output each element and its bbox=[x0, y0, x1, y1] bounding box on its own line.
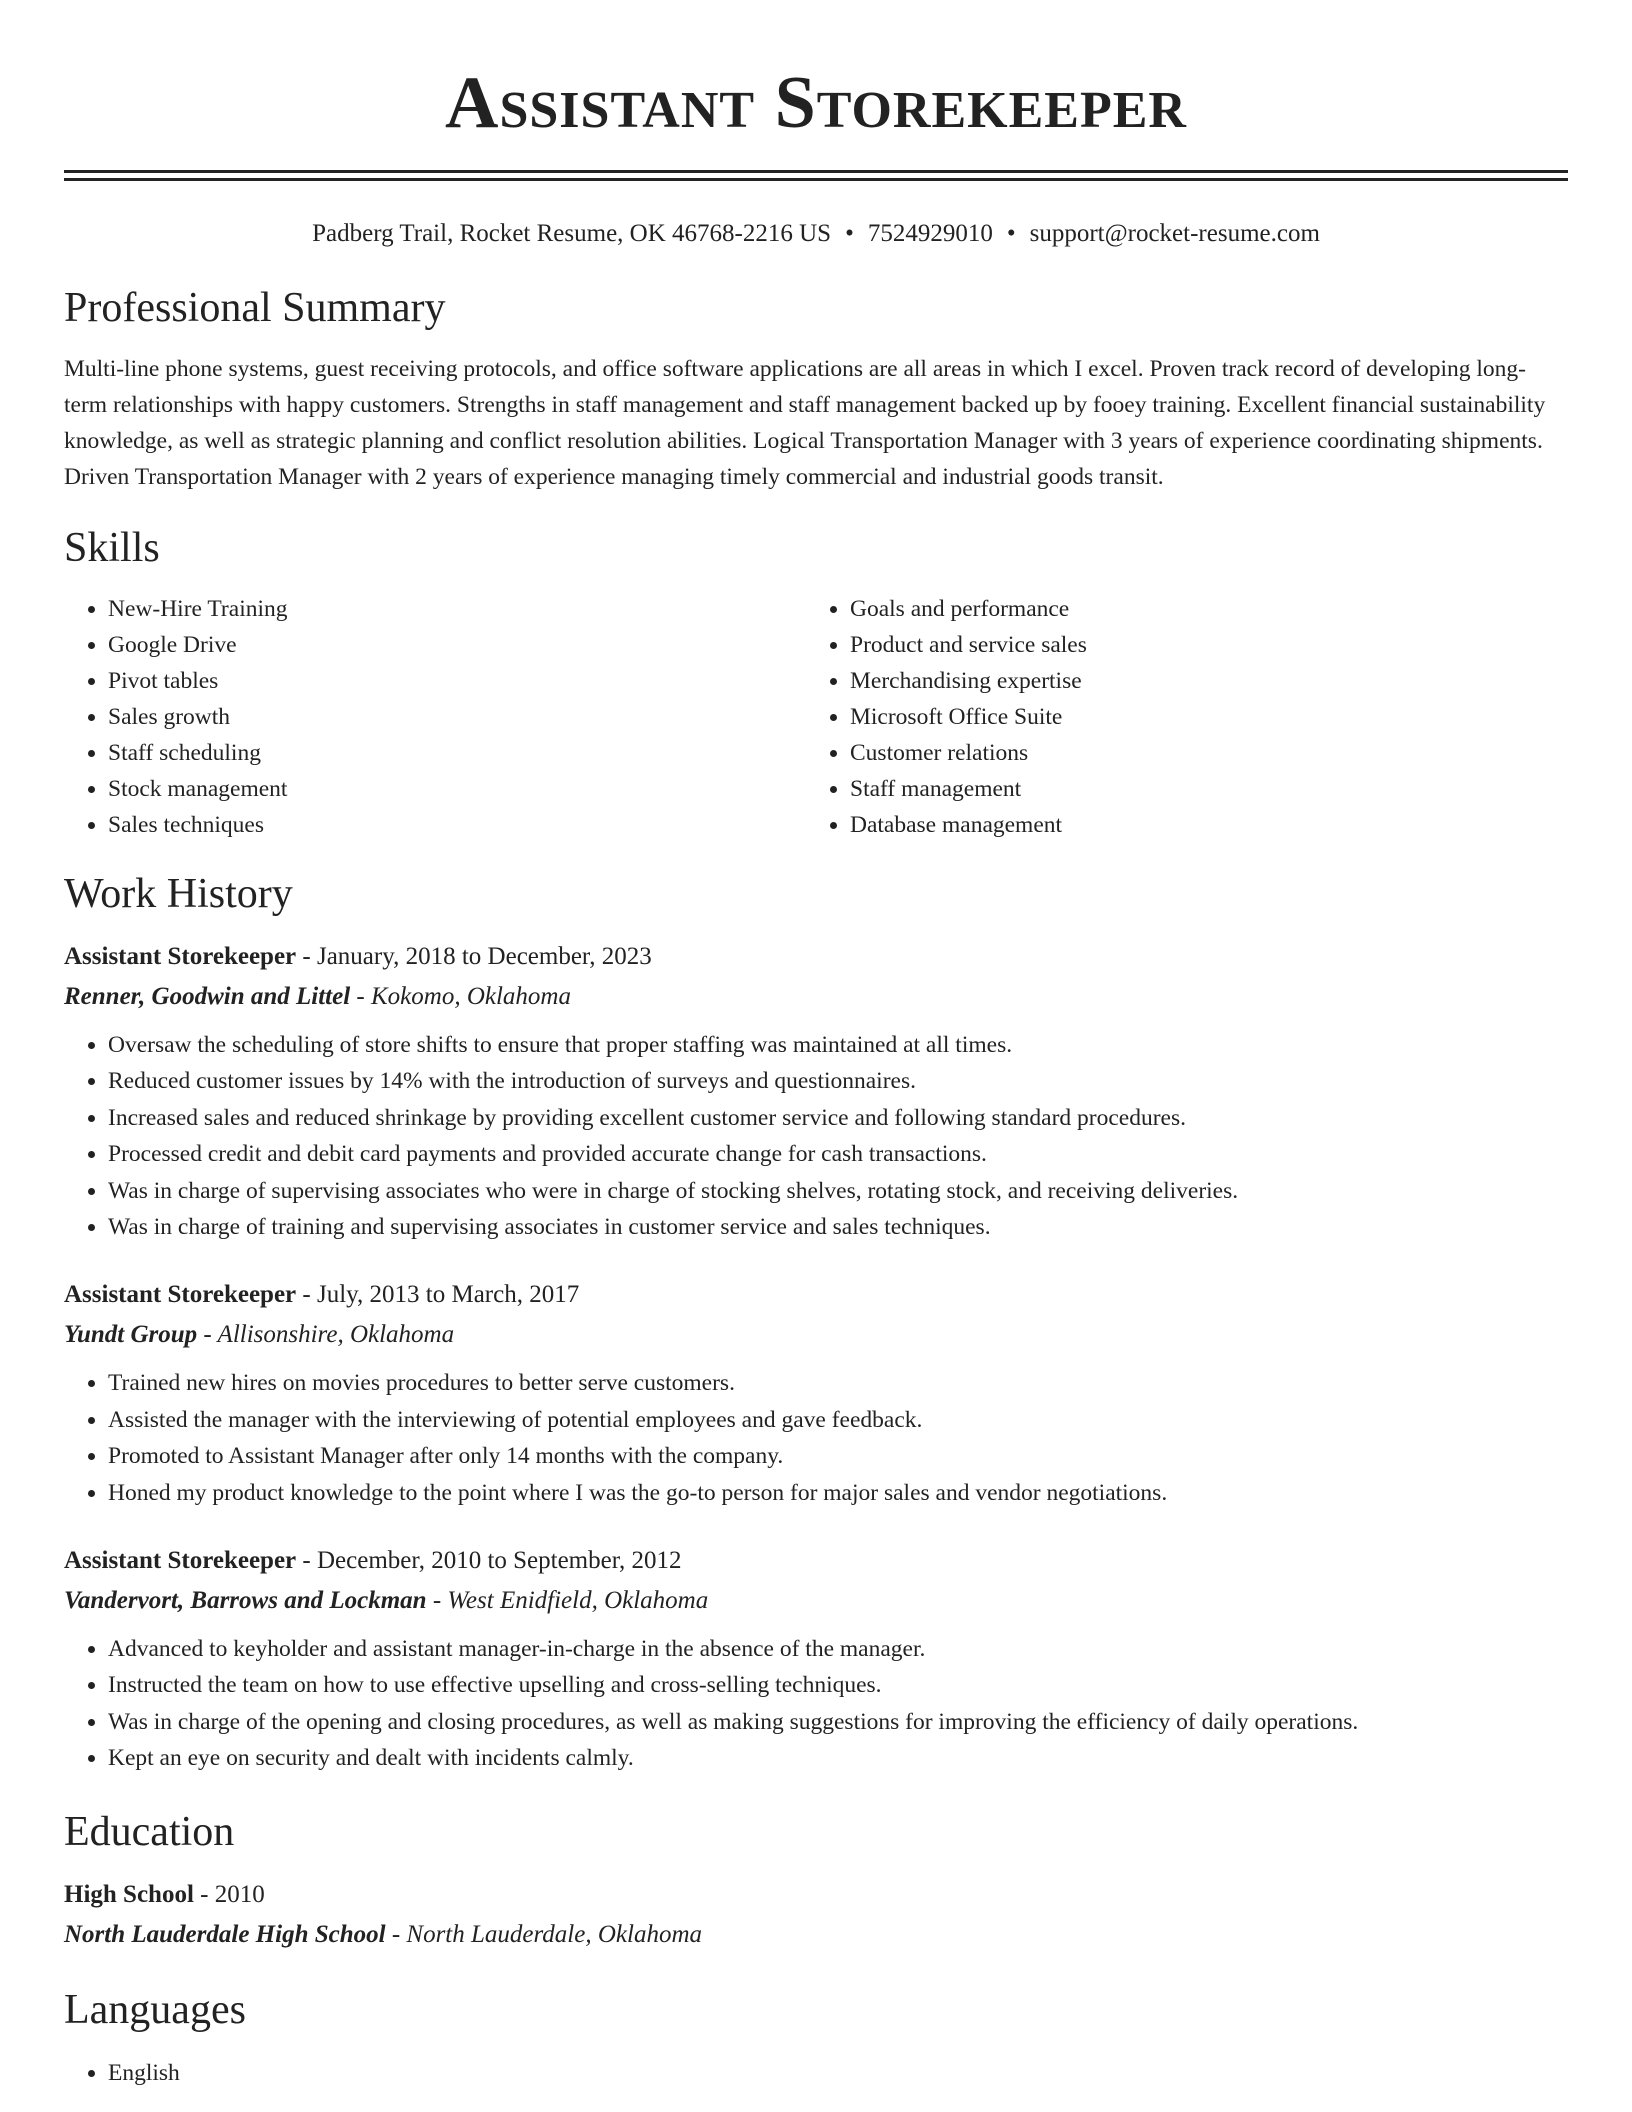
skills-list-left bbox=[64, 591, 806, 843]
contact-separator: • bbox=[845, 220, 854, 247]
job-header bbox=[64, 937, 1568, 977]
skill-item: • New-Hire Training bbox=[108, 591, 806, 627]
summary-text: Multi-line phone systems, guest receiving protocols, and office software applications are all areas in which I excel. Proven track record of developing long-term relationships with happy customers. Strengths in staff management and staff management backed up by fooey training. Excellent financial sustainability knowledge, as well as strategic planning and conflict resolution abilities. Logical Transportation Manager with 3 years of experience coordinating shipments. Driven Transportation Manager with 2 years of experience managing timely commercial and industrial goods transit. bbox=[64, 356, 1546, 490]
candidate-name: Assistant Storekeeper bbox=[445, 62, 1187, 144]
job-bullet: • Oversaw the scheduling of store shifts to ensure that proper staffing was maintained at all times. bbox=[108, 1027, 1568, 1063]
job-company: Renner, Goodwin and Littel bbox=[64, 983, 351, 1010]
job-bullet: • Increased sales and reduced shrinkage by providing excellent customer service and following standard procedures. bbox=[108, 1100, 1568, 1136]
job-bullet: • Instructed the team on how to use effective upselling and cross-selling techniques. bbox=[108, 1667, 1568, 1703]
header-double-rule bbox=[64, 170, 1568, 181]
job-dates: - July, 2013 to March, 2017 bbox=[296, 1281, 580, 1309]
education-location: - North Lauderdale, Oklahoma bbox=[385, 1920, 702, 1948]
job-employer bbox=[64, 1581, 1568, 1621]
skill-item: • Google Drive bbox=[108, 627, 806, 663]
skill-item: • Merchandising expertise bbox=[850, 663, 1548, 699]
skills-columns bbox=[64, 591, 1568, 843]
job-bullet: • Promoted to Assistant Manager after only 14 months with the company. bbox=[108, 1438, 1568, 1474]
job-bullet: • Was in charge of supervising associates who were in charge of stocking shelves, rotating stock, and receiving deliveries. bbox=[108, 1173, 1568, 1209]
languages-section bbox=[64, 2055, 1568, 2091]
job-header bbox=[64, 1541, 1568, 1581]
education-school: North Lauderdale High School bbox=[64, 1920, 386, 1948]
education-year: - 2010 bbox=[193, 1880, 265, 1908]
skill-item: • Staff management bbox=[850, 771, 1548, 807]
job-location: - Kokomo, Oklahoma bbox=[350, 983, 571, 1010]
job-employer bbox=[64, 1315, 1568, 1355]
job-entry bbox=[64, 1275, 1568, 1511]
skill-item: • Pivot tables bbox=[108, 663, 806, 699]
skill-item: • Microsoft Office Suite bbox=[850, 699, 1548, 735]
skill-item: • Sales growth bbox=[108, 699, 806, 735]
job-entry bbox=[64, 1541, 1568, 1777]
job-bullet: • Assisted the manager with the interviewing of potential employees and gave feedback. bbox=[108, 1402, 1568, 1438]
skill-item: • Sales techniques bbox=[108, 807, 806, 843]
job-bullets bbox=[64, 1631, 1568, 1777]
job-bullet: • Was in charge of the opening and closing procedures, as well as making suggestions for improving the efficiency of daily operations. bbox=[108, 1704, 1568, 1740]
contact-line bbox=[64, 217, 1568, 251]
section-title-work-history: Work History bbox=[64, 871, 293, 917]
job-bullets bbox=[64, 1365, 1568, 1511]
contact-phone: 7524929010 bbox=[867, 220, 993, 247]
job-bullet: • Was in charge of training and supervising associates in customer service and sales techniques. bbox=[108, 1209, 1568, 1245]
skill-item: • Staff scheduling bbox=[108, 735, 806, 771]
job-role: Assistant Storekeeper bbox=[64, 943, 297, 970]
language-item: • English bbox=[108, 2055, 1568, 2091]
education-institution bbox=[64, 1915, 1568, 1955]
education-degree: High School bbox=[64, 1880, 194, 1908]
contact-address: Padberg Trail, Rocket Resume, OK 46768-2216 US bbox=[312, 220, 832, 247]
section-title-summary: Professional Summary bbox=[64, 285, 446, 331]
contact-separator: • bbox=[1006, 220, 1016, 247]
job-bullets bbox=[64, 1027, 1568, 1245]
job-employer bbox=[64, 977, 1568, 1017]
job-company: Vandervort, Barrows and Lockman bbox=[64, 1587, 427, 1615]
job-bullet: • Advanced to keyholder and assistant manager-in-charge in the absence of the manager. bbox=[108, 1631, 1568, 1667]
skill-item: • Product and service sales bbox=[850, 627, 1548, 663]
job-entry bbox=[64, 937, 1568, 1245]
job-dates: - December, 2010 to September, 2012 bbox=[296, 1547, 682, 1575]
job-role: Assistant Storekeeper bbox=[64, 1281, 297, 1309]
job-bullet: • Honed my product knowledge to the point where I was the go-to person for major sales and vendor negotiations. bbox=[108, 1475, 1568, 1511]
section-title-skills: Skills bbox=[64, 525, 160, 571]
skill-item: • Stock management bbox=[108, 771, 806, 807]
job-location: - West Enidfield, Oklahoma bbox=[426, 1587, 709, 1615]
job-header bbox=[64, 1275, 1568, 1315]
job-bullet: • Reduced customer issues by 14% with the introduction of surveys and questionnaires. bbox=[108, 1063, 1568, 1099]
job-location: - Allisonshire, Oklahoma bbox=[197, 1321, 455, 1349]
education-entry bbox=[64, 1875, 1568, 1955]
languages-list bbox=[64, 2055, 1568, 2091]
section-title-languages: Languages bbox=[64, 1986, 246, 2033]
section-title-education: Education bbox=[64, 1808, 235, 1855]
job-bullet: • Processed credit and debit card payments and provided accurate change for cash transactions. bbox=[108, 1136, 1568, 1172]
job-company: Yundt Group bbox=[64, 1321, 198, 1349]
resume-page bbox=[64, 0, 1568, 2091]
job-role: Assistant Storekeeper bbox=[64, 1547, 297, 1575]
education-header bbox=[64, 1875, 1568, 1915]
skill-item: • Database management bbox=[850, 807, 1548, 843]
skills-list-right bbox=[806, 591, 1548, 843]
skill-item: • Customer relations bbox=[850, 735, 1548, 771]
job-bullet: • Trained new hires on movies procedures to better serve customers. bbox=[108, 1365, 1568, 1401]
job-dates: - January, 2018 to December, 2023 bbox=[296, 943, 652, 970]
contact-email: support@rocket-resume.com bbox=[1029, 220, 1320, 247]
skill-item: • Goals and performance bbox=[850, 591, 1548, 627]
job-bullet: • Kept an eye on security and dealt with incidents calmly. bbox=[108, 1740, 1568, 1776]
